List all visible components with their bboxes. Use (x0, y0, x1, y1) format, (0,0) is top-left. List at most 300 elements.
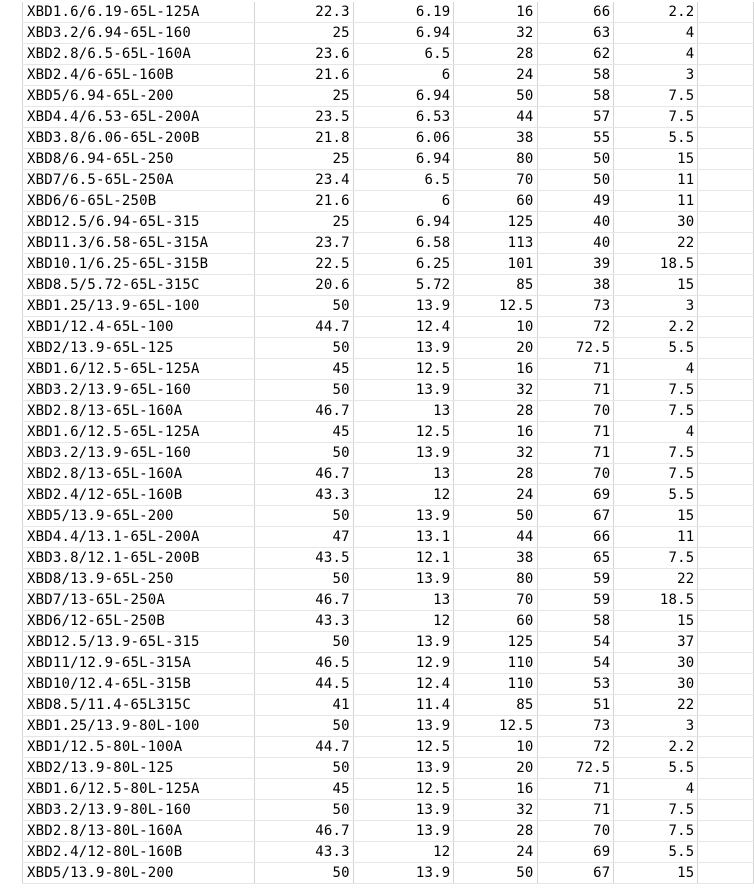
value-cell[interactable]: 22.3 (255, 2, 354, 23)
value-cell[interactable]: 4 (614, 359, 698, 380)
value-cell[interactable]: 7.5 (614, 86, 698, 107)
value-cell[interactable]: 15 (614, 611, 698, 632)
value-cell[interactable]: 30 (614, 653, 698, 674)
value-cell[interactable]: 50 (255, 716, 354, 737)
value-cell[interactable]: 11 (614, 191, 698, 212)
value-cell[interactable]: 13.9 (353, 338, 454, 359)
value-cell[interactable]: 24 (454, 485, 537, 506)
value-cell[interactable]: 13.9 (353, 716, 454, 737)
empty-cell[interactable] (698, 338, 754, 359)
value-cell[interactable]: 80 (454, 569, 537, 590)
value-cell[interactable]: 13.9 (353, 800, 454, 821)
value-cell[interactable]: 4 (614, 44, 698, 65)
value-cell[interactable]: 66 (537, 2, 614, 23)
value-cell[interactable]: 50 (255, 863, 354, 884)
value-cell[interactable]: 13.9 (353, 632, 454, 653)
value-cell[interactable]: 43.3 (255, 485, 354, 506)
value-cell[interactable]: 37 (614, 632, 698, 653)
value-cell[interactable]: 70 (537, 821, 614, 842)
value-cell[interactable]: 25 (255, 149, 354, 170)
model-cell[interactable]: XBD10.1/6.25-65L-315B (23, 254, 255, 275)
value-cell[interactable]: 12 (353, 485, 454, 506)
value-cell[interactable]: 63 (537, 23, 614, 44)
value-cell[interactable]: 22.5 (255, 254, 354, 275)
value-cell[interactable]: 46.7 (255, 590, 354, 611)
value-cell[interactable]: 5.5 (614, 485, 698, 506)
value-cell[interactable]: 70 (454, 590, 537, 611)
value-cell[interactable]: 51 (537, 695, 614, 716)
value-cell[interactable]: 46.7 (255, 821, 354, 842)
value-cell[interactable]: 32 (454, 23, 537, 44)
value-cell[interactable]: 30 (614, 212, 698, 233)
empty-cell[interactable] (698, 737, 754, 758)
model-cell[interactable]: XBD3.2/6.94-65L-160 (23, 23, 255, 44)
value-cell[interactable]: 73 (537, 296, 614, 317)
model-cell[interactable]: XBD12.5/13.9-65L-315 (23, 632, 255, 653)
value-cell[interactable]: 6.53 (353, 107, 454, 128)
value-cell[interactable]: 38 (537, 275, 614, 296)
value-cell[interactable]: 125 (454, 212, 537, 233)
value-cell[interactable]: 60 (454, 191, 537, 212)
value-cell[interactable]: 3 (614, 716, 698, 737)
empty-cell[interactable] (698, 233, 754, 254)
value-cell[interactable]: 46.5 (255, 653, 354, 674)
value-cell[interactable]: 44.5 (255, 674, 354, 695)
value-cell[interactable]: 50 (454, 506, 537, 527)
model-cell[interactable]: XBD2.8/6.5-65L-160A (23, 44, 255, 65)
empty-cell[interactable] (698, 653, 754, 674)
value-cell[interactable]: 46.7 (255, 401, 354, 422)
value-cell[interactable]: 4 (614, 779, 698, 800)
value-cell[interactable]: 44.7 (255, 317, 354, 338)
empty-cell[interactable] (698, 674, 754, 695)
value-cell[interactable]: 43.3 (255, 842, 354, 863)
value-cell[interactable]: 20.6 (255, 275, 354, 296)
value-cell[interactable]: 67 (537, 863, 614, 884)
value-cell[interactable]: 6.19 (353, 2, 454, 23)
value-cell[interactable]: 15 (614, 863, 698, 884)
value-cell[interactable]: 28 (454, 821, 537, 842)
value-cell[interactable]: 71 (537, 779, 614, 800)
value-cell[interactable]: 69 (537, 842, 614, 863)
value-cell[interactable]: 50 (454, 863, 537, 884)
table-row (23, 842, 754, 863)
value-cell[interactable]: 72 (537, 317, 614, 338)
value-cell[interactable]: 40 (537, 212, 614, 233)
value-cell[interactable]: 43.3 (255, 611, 354, 632)
value-cell[interactable]: 18.5 (614, 254, 698, 275)
value-cell[interactable]: 45 (255, 359, 354, 380)
value-cell[interactable]: 21.6 (255, 65, 354, 86)
value-cell[interactable]: 40 (537, 233, 614, 254)
value-cell[interactable]: 50 (255, 506, 354, 527)
value-cell[interactable]: 32 (454, 443, 537, 464)
value-cell[interactable]: 22 (614, 233, 698, 254)
value-cell[interactable]: 23.6 (255, 44, 354, 65)
value-cell[interactable]: 28 (454, 464, 537, 485)
model-cell[interactable]: XBD3.2/13.9-65L-160 (23, 443, 255, 464)
empty-cell[interactable] (698, 611, 754, 632)
value-cell[interactable]: 21.8 (255, 128, 354, 149)
model-cell[interactable]: XBD1.6/6.19-65L-125A (23, 2, 255, 23)
value-cell[interactable]: 2.2 (614, 2, 698, 23)
model-cell[interactable]: XBD11/12.9-65L-315A (23, 653, 255, 674)
value-cell[interactable]: 44 (454, 527, 537, 548)
value-cell[interactable]: 71 (537, 422, 614, 443)
value-cell[interactable]: 50 (255, 296, 354, 317)
model-cell[interactable]: XBD1.6/12.5-65L-125A (23, 359, 255, 380)
value-cell[interactable]: 50 (255, 443, 354, 464)
value-cell[interactable]: 60 (454, 611, 537, 632)
empty-cell[interactable] (698, 359, 754, 380)
empty-cell[interactable] (698, 401, 754, 422)
value-cell[interactable]: 113 (454, 233, 537, 254)
value-cell[interactable]: 41 (255, 695, 354, 716)
value-cell[interactable]: 6.06 (353, 128, 454, 149)
value-cell[interactable]: 58 (537, 86, 614, 107)
empty-cell[interactable] (698, 863, 754, 884)
model-cell[interactable]: XBD2.4/6-65L-160B (23, 65, 255, 86)
value-cell[interactable]: 13.1 (353, 527, 454, 548)
value-cell[interactable]: 25 (255, 212, 354, 233)
value-cell[interactable]: 50 (537, 170, 614, 191)
value-cell[interactable]: 54 (537, 632, 614, 653)
value-cell[interactable]: 10 (454, 317, 537, 338)
value-cell[interactable]: 50 (255, 758, 354, 779)
value-cell[interactable]: 6.5 (353, 170, 454, 191)
empty-cell[interactable] (698, 2, 754, 23)
value-cell[interactable]: 13 (353, 401, 454, 422)
value-cell[interactable]: 49 (537, 191, 614, 212)
value-cell[interactable]: 85 (454, 695, 537, 716)
value-cell[interactable]: 110 (454, 674, 537, 695)
empty-cell[interactable] (698, 842, 754, 863)
value-cell[interactable]: 6.25 (353, 254, 454, 275)
value-cell[interactable]: 12.5 (454, 296, 537, 317)
value-cell[interactable]: 71 (537, 380, 614, 401)
table-row (23, 695, 754, 716)
value-cell[interactable]: 5.5 (614, 128, 698, 149)
value-cell[interactable]: 71 (537, 800, 614, 821)
empty-cell[interactable] (698, 191, 754, 212)
value-cell[interactable]: 73 (537, 716, 614, 737)
value-cell[interactable]: 50 (255, 632, 354, 653)
value-cell[interactable]: 72.5 (537, 758, 614, 779)
value-cell[interactable]: 44.7 (255, 737, 354, 758)
value-cell[interactable]: 12.4 (353, 674, 454, 695)
model-cell[interactable]: XBD8.5/11.4-65L315C (23, 695, 255, 716)
value-cell[interactable]: 6.94 (353, 212, 454, 233)
value-cell[interactable]: 32 (454, 380, 537, 401)
value-cell[interactable]: 6.94 (353, 23, 454, 44)
value-cell[interactable]: 12 (353, 611, 454, 632)
value-cell[interactable]: 5.5 (614, 842, 698, 863)
value-cell[interactable]: 50 (255, 800, 354, 821)
value-cell[interactable]: 69 (537, 485, 614, 506)
value-cell[interactable]: 20 (454, 338, 537, 359)
model-cell[interactable]: XBD5/6.94-65L-200 (23, 86, 255, 107)
value-cell[interactable]: 101 (454, 254, 537, 275)
value-cell[interactable]: 15 (614, 275, 698, 296)
value-cell[interactable]: 10 (454, 737, 537, 758)
value-cell[interactable]: 25 (255, 86, 354, 107)
empty-cell[interactable] (698, 485, 754, 506)
value-cell[interactable]: 66 (537, 527, 614, 548)
value-cell[interactable]: 16 (454, 779, 537, 800)
model-cell[interactable]: XBD10/12.4-65L-315B (23, 674, 255, 695)
value-cell[interactable]: 20 (454, 758, 537, 779)
value-cell[interactable]: 6.94 (353, 86, 454, 107)
value-cell[interactable]: 59 (537, 590, 614, 611)
model-cell[interactable]: XBD7/13-65L-250A (23, 590, 255, 611)
value-cell[interactable]: 12.5 (353, 359, 454, 380)
table-row (23, 653, 754, 674)
value-cell[interactable]: 50 (255, 380, 354, 401)
empty-cell[interactable] (698, 212, 754, 233)
value-cell[interactable]: 5.72 (353, 275, 454, 296)
model-cell[interactable]: XBD5/13.9-80L-200 (23, 863, 255, 884)
value-cell[interactable]: 53 (537, 674, 614, 695)
value-cell[interactable]: 45 (255, 422, 354, 443)
value-cell[interactable]: 62 (537, 44, 614, 65)
model-cell[interactable]: XBD3.8/12.1-65L-200B (23, 548, 255, 569)
empty-cell[interactable] (698, 380, 754, 401)
value-cell[interactable]: 7.5 (614, 107, 698, 128)
value-cell[interactable]: 71 (537, 359, 614, 380)
model-cell[interactable]: XBD1.6/12.5-65L-125A (23, 422, 255, 443)
value-cell[interactable]: 18.5 (614, 590, 698, 611)
value-cell[interactable]: 15 (614, 149, 698, 170)
value-cell[interactable]: 13.9 (353, 569, 454, 590)
empty-cell[interactable] (698, 422, 754, 443)
model-cell[interactable]: XBD2.8/13-80L-160A (23, 821, 255, 842)
value-cell[interactable]: 13.9 (353, 506, 454, 527)
empty-cell[interactable] (698, 443, 754, 464)
value-cell[interactable]: 58 (537, 611, 614, 632)
value-cell[interactable]: 22 (614, 569, 698, 590)
value-cell[interactable]: 6.94 (353, 149, 454, 170)
value-cell[interactable]: 45 (255, 779, 354, 800)
value-cell[interactable]: 2.2 (614, 317, 698, 338)
value-cell[interactable]: 5.5 (614, 338, 698, 359)
empty-cell[interactable] (698, 632, 754, 653)
value-cell[interactable]: 11 (614, 527, 698, 548)
model-cell[interactable]: XBD2.4/12-80L-160B (23, 842, 255, 863)
value-cell[interactable]: 7.5 (614, 464, 698, 485)
value-cell[interactable]: 5.5 (614, 758, 698, 779)
value-cell[interactable]: 7.5 (614, 800, 698, 821)
value-cell[interactable]: 23.4 (255, 170, 354, 191)
model-cell[interactable]: XBD3.2/13.9-80L-160 (23, 800, 255, 821)
empty-cell[interactable] (698, 548, 754, 569)
model-cell[interactable]: XBD5/13.9-65L-200 (23, 506, 255, 527)
empty-cell[interactable] (698, 296, 754, 317)
empty-cell[interactable] (698, 464, 754, 485)
value-cell[interactable]: 7.5 (614, 821, 698, 842)
value-cell[interactable]: 70 (537, 401, 614, 422)
value-cell[interactable]: 28 (454, 401, 537, 422)
model-cell[interactable]: XBD2/13.9-80L-125 (23, 758, 255, 779)
value-cell[interactable]: 4 (614, 422, 698, 443)
value-cell[interactable]: 72.5 (537, 338, 614, 359)
model-cell[interactable]: XBD2/13.9-65L-125 (23, 338, 255, 359)
value-cell[interactable]: 55 (537, 128, 614, 149)
value-cell[interactable]: 59 (537, 569, 614, 590)
empty-cell[interactable] (698, 149, 754, 170)
value-cell[interactable]: 50 (255, 569, 354, 590)
value-cell[interactable]: 50 (454, 86, 537, 107)
value-cell[interactable]: 43.5 (255, 548, 354, 569)
value-cell[interactable]: 12.5 (353, 422, 454, 443)
value-cell[interactable]: 39 (537, 254, 614, 275)
value-cell[interactable]: 16 (454, 422, 537, 443)
value-cell[interactable]: 24 (454, 65, 537, 86)
value-cell[interactable]: 50 (255, 338, 354, 359)
empty-cell[interactable] (698, 170, 754, 191)
model-cell[interactable]: XBD1.25/13.9-65L-100 (23, 296, 255, 317)
table-row (23, 149, 754, 170)
model-cell[interactable]: XBD7/6.5-65L-250A (23, 170, 255, 191)
value-cell[interactable]: 58 (537, 65, 614, 86)
empty-cell[interactable] (698, 254, 754, 275)
value-cell[interactable]: 50 (537, 149, 614, 170)
value-cell[interactable]: 11.4 (353, 695, 454, 716)
value-cell[interactable]: 6 (353, 191, 454, 212)
value-cell[interactable]: 72 (537, 737, 614, 758)
value-cell[interactable]: 47 (255, 527, 354, 548)
value-cell[interactable]: 23.7 (255, 233, 354, 254)
value-cell[interactable]: 11 (614, 170, 698, 191)
value-cell[interactable]: 38 (454, 128, 537, 149)
value-cell[interactable]: 12.9 (353, 653, 454, 674)
value-cell[interactable]: 6 (353, 65, 454, 86)
value-cell[interactable]: 7.5 (614, 380, 698, 401)
model-cell[interactable]: XBD8/6.94-65L-250 (23, 149, 255, 170)
empty-cell[interactable] (698, 569, 754, 590)
value-cell[interactable]: 44 (454, 107, 537, 128)
value-cell[interactable]: 23.5 (255, 107, 354, 128)
value-cell[interactable]: 70 (454, 170, 537, 191)
value-cell[interactable]: 13.9 (353, 863, 454, 884)
model-cell[interactable]: XBD3.8/6.06-65L-200B (23, 128, 255, 149)
model-cell[interactable]: XBD3.2/13.9-65L-160 (23, 380, 255, 401)
value-cell[interactable]: 57 (537, 107, 614, 128)
model-cell[interactable]: XBD6/6-65L-250B (23, 191, 255, 212)
model-cell[interactable]: XBD8.5/5.72-65L-315C (23, 275, 255, 296)
value-cell[interactable]: 67 (537, 506, 614, 527)
value-cell[interactable]: 16 (454, 2, 537, 23)
value-cell[interactable]: 13.9 (353, 296, 454, 317)
empty-cell[interactable] (698, 716, 754, 737)
model-cell[interactable]: XBD1/12.4-65L-100 (23, 317, 255, 338)
model-cell[interactable]: XBD1/12.5-80L-100A (23, 737, 255, 758)
model-cell[interactable]: XBD12.5/6.94-65L-315 (23, 212, 255, 233)
table-row (23, 254, 754, 275)
value-cell[interactable]: 3 (614, 65, 698, 86)
empty-cell[interactable] (698, 527, 754, 548)
model-cell[interactable]: XBD6/12-65L-250B (23, 611, 255, 632)
value-cell[interactable]: 54 (537, 653, 614, 674)
value-cell[interactable]: 13 (353, 590, 454, 611)
empty-cell[interactable] (698, 779, 754, 800)
model-cell[interactable]: XBD1.25/13.9-80L-100 (23, 716, 255, 737)
value-cell[interactable]: 7.5 (614, 548, 698, 569)
empty-cell[interactable] (698, 65, 754, 86)
empty-cell[interactable] (698, 758, 754, 779)
value-cell[interactable]: 3 (614, 296, 698, 317)
value-cell[interactable]: 32 (454, 800, 537, 821)
table-row (23, 2, 754, 23)
value-cell[interactable]: 13.9 (353, 443, 454, 464)
model-cell[interactable]: XBD2.8/13-65L-160A (23, 464, 255, 485)
value-cell[interactable]: 2.2 (614, 737, 698, 758)
value-cell[interactable]: 4 (614, 23, 698, 44)
empty-cell[interactable] (698, 44, 754, 65)
model-cell[interactable]: XBD4.4/6.53-65L-200A (23, 107, 255, 128)
model-cell[interactable]: XBD8/13.9-65L-250 (23, 569, 255, 590)
value-cell[interactable]: 110 (454, 653, 537, 674)
value-cell[interactable]: 7.5 (614, 401, 698, 422)
model-cell[interactable]: XBD2.8/13-65L-160A (23, 401, 255, 422)
empty-cell[interactable] (698, 86, 754, 107)
empty-cell[interactable] (698, 800, 754, 821)
model-cell[interactable]: XBD11.3/6.58-65L-315A (23, 233, 255, 254)
value-cell[interactable]: 46.7 (255, 464, 354, 485)
value-cell[interactable]: 80 (454, 149, 537, 170)
value-cell[interactable]: 12.5 (353, 779, 454, 800)
value-cell[interactable]: 25 (255, 23, 354, 44)
empty-cell[interactable] (698, 821, 754, 842)
value-cell[interactable]: 24 (454, 842, 537, 863)
value-cell[interactable]: 22 (614, 695, 698, 716)
value-cell[interactable]: 12 (353, 842, 454, 863)
empty-cell[interactable] (698, 506, 754, 527)
value-cell[interactable]: 16 (454, 359, 537, 380)
model-cell[interactable]: XBD2.4/12-65L-160B (23, 485, 255, 506)
value-cell[interactable]: 13.9 (353, 758, 454, 779)
value-cell[interactable]: 71 (537, 443, 614, 464)
value-cell[interactable]: 15 (614, 506, 698, 527)
value-cell[interactable]: 13.9 (353, 821, 454, 842)
empty-cell[interactable] (698, 23, 754, 44)
empty-cell[interactable] (698, 317, 754, 338)
value-cell[interactable]: 21.6 (255, 191, 354, 212)
value-cell[interactable]: 28 (454, 44, 537, 65)
value-cell[interactable]: 6.58 (353, 233, 454, 254)
model-cell[interactable]: XBD4.4/13.1-65L-200A (23, 527, 255, 548)
value-cell[interactable]: 12.4 (353, 317, 454, 338)
empty-cell[interactable] (698, 275, 754, 296)
value-cell[interactable]: 12.1 (353, 548, 454, 569)
value-cell[interactable]: 6.5 (353, 44, 454, 65)
value-cell[interactable]: 65 (537, 548, 614, 569)
value-cell[interactable]: 30 (614, 674, 698, 695)
model-cell[interactable]: XBD1.6/12.5-80L-125A (23, 779, 255, 800)
value-cell[interactable]: 12.5 (353, 737, 454, 758)
value-cell[interactable]: 13 (353, 464, 454, 485)
value-cell[interactable]: 70 (537, 464, 614, 485)
empty-cell[interactable] (698, 128, 754, 149)
value-cell[interactable]: 12.5 (454, 716, 537, 737)
value-cell[interactable]: 38 (454, 548, 537, 569)
empty-cell[interactable] (698, 695, 754, 716)
value-cell[interactable]: 85 (454, 275, 537, 296)
empty-cell[interactable] (698, 107, 754, 128)
value-cell[interactable]: 7.5 (614, 443, 698, 464)
value-cell[interactable]: 125 (454, 632, 537, 653)
value-cell[interactable]: 13.9 (353, 380, 454, 401)
empty-cell[interactable] (698, 590, 754, 611)
